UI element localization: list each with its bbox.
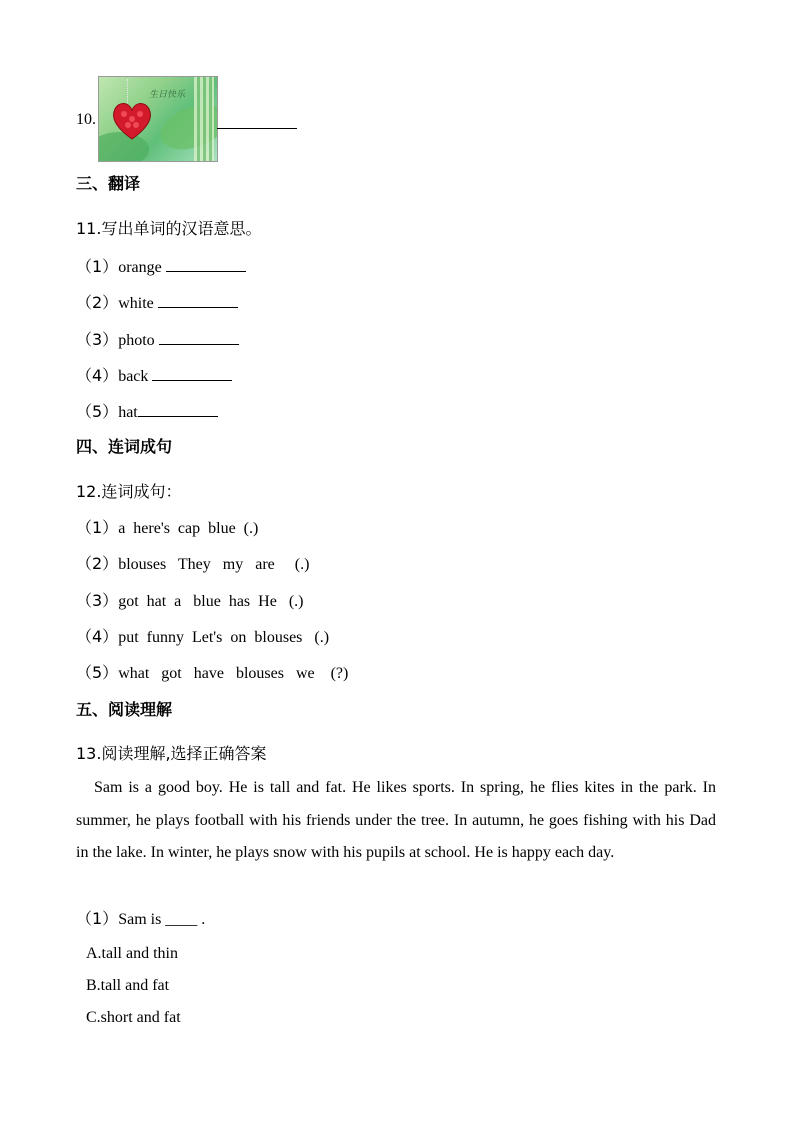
q11-item-3: （3）photo [76,329,239,351]
q12-item-5: （5）what got have blouses we (?) [76,663,349,682]
q13-option-c[interactable]: C.short and fat [86,1009,181,1026]
q13-sub1-stem: （1）Sam is ____ . [76,909,206,928]
q12-item-4: （4）put funny Let's on blouses (.) [76,627,330,646]
card-caption: 生日快乐 [149,90,186,100]
q11-item-1-blank[interactable] [166,256,246,272]
section4-heading: 四、连词成句 [76,437,173,456]
q11-item-5: （5）hat [76,401,218,423]
q13-title: 13.阅读理解,选择正确答案 [76,744,267,763]
q10-answer-blank[interactable] [217,113,297,129]
q13-option-a[interactable]: A.tall and thin [86,945,178,962]
q11-item-3-blank[interactable] [159,329,239,345]
birthday-card-image [98,76,218,162]
q12-item-1: （1）a here's cap blue (.) [76,518,259,537]
q12-item-3: （3）got hat a blue has He (.) [76,591,304,610]
section5-heading: 五、阅读理解 [76,700,173,719]
q13-option-b[interactable]: B.tall and fat [86,977,170,994]
q11-item-2: （2）white [76,292,238,314]
q12-item-2: （2）blouses They my are (.) [76,554,310,573]
q11-item-5-blank[interactable] [138,401,218,417]
q11-item-1: （1）orange [76,256,246,278]
q11-item-2-blank[interactable] [158,292,238,308]
section3-heading: 三、翻译 [76,174,141,193]
heart-icon [109,97,155,143]
q12-title: 12.连词成句： [76,482,182,501]
reading-passage: Sam is a good boy. He is tall and fat. He likes sports. In spring, he flies kites in the park. In summer, he plays football with his friends under the tree. In autumn, he goes fishing with his Dad in the lake. In winter, he plays snow with his pupils at school. He is happy each day. [76,779,716,861]
q10-number: 10. [76,111,96,128]
q11-item-4: （4）back [76,365,232,387]
q11-title: 11.写出单词的汉语意思。 [76,219,262,238]
q11-item-4-blank[interactable] [152,365,232,381]
